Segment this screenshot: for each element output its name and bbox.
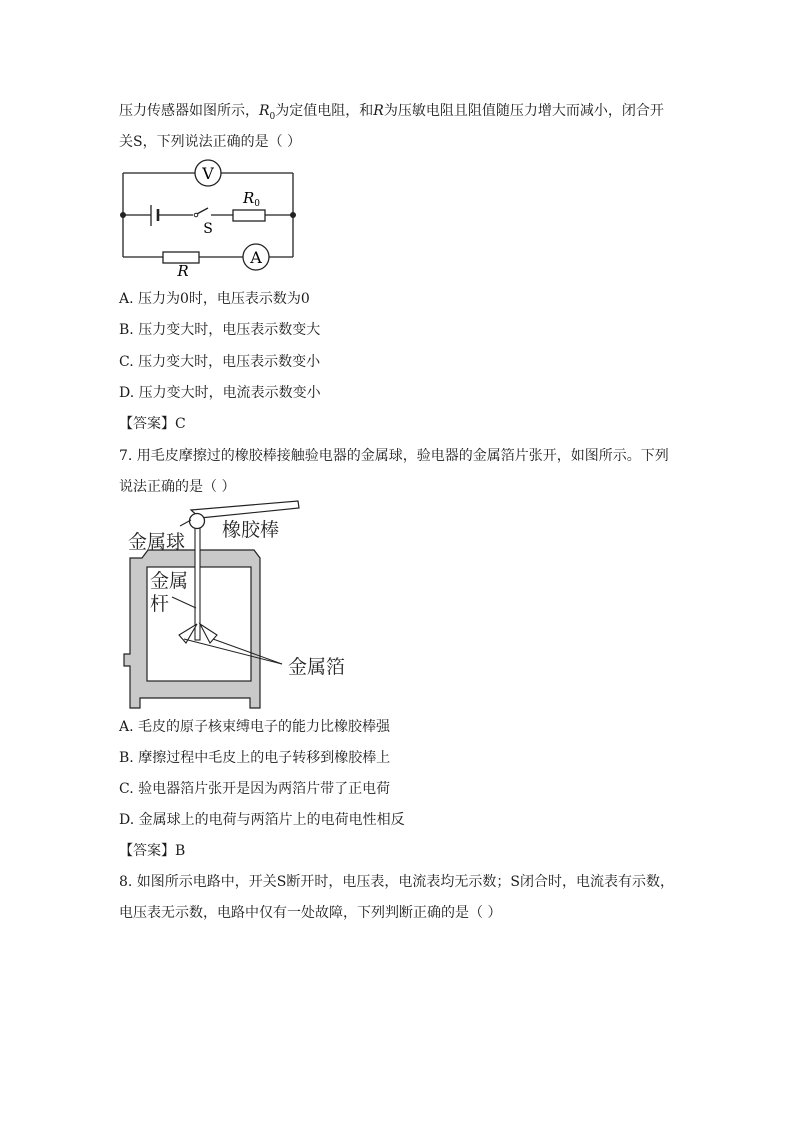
voltmeter-label: V xyxy=(202,164,214,183)
q6-answer: 【答案】C xyxy=(119,416,186,432)
q7-option-d: D. 金属球上的电荷与两箔片上的电荷电性相反 xyxy=(119,812,405,828)
q7-electroscope-figure xyxy=(120,498,360,708)
q6-circuit-diagram xyxy=(115,160,315,280)
q6-stem-line1 xyxy=(119,101,664,127)
r0-symbol: R xyxy=(259,103,270,119)
label-metal-foil: 金属箔 xyxy=(288,656,346,678)
junction-dot-left xyxy=(120,212,126,218)
label-rubber-rod: 橡胶棒 xyxy=(222,519,280,541)
q6-stem-part-c: 为压敏电阻且阻值随压力增大而减小，闭合开 xyxy=(383,103,664,119)
r0-label-letter: R xyxy=(243,189,255,207)
metal-ball xyxy=(190,514,205,529)
q7-stem-line1: 7. 用毛皮摩擦过的橡胶棒接触验电器的金属球，验电器的金属箔片张开，如图所示。下列 xyxy=(119,448,669,464)
q7-stem-line2: 说法正确的是（ ） xyxy=(119,479,236,495)
q8-stem-line1: 8. 如图所示电路中，开关S断开时，电压表，电流表均无示数；S闭合时，电流表有示数， xyxy=(119,874,674,890)
q6-option-d: D. 压力变大时，电流表示数变小 xyxy=(119,385,321,401)
resistor-r0 xyxy=(233,210,265,221)
q7-option-c: C. 验电器箔片张开是因为两箔片带了正电荷 xyxy=(119,781,391,797)
rubber-rod xyxy=(191,501,299,518)
q8-stem-line2: 电压表无示数，电路中仅有一处故障，下列判断正确的是（ ） xyxy=(119,905,502,921)
junction-dot-right xyxy=(290,212,296,218)
q6-option-b: B. 压力变大时，电压表示数变大 xyxy=(119,322,321,338)
switch-contact xyxy=(194,213,198,217)
q6-stem-part-b: 为定值电阻，和 xyxy=(275,103,374,119)
q6-stem-line2: 关S，下列说法正确的是（ ） xyxy=(119,134,302,150)
q6-option-c: C. 压力变大时，电压表示数变小 xyxy=(119,354,321,370)
r-label: R xyxy=(177,262,189,280)
switch-label: S xyxy=(203,221,213,237)
label-metal-rod-line2: 杆 xyxy=(150,593,170,615)
label-metal-rod-line1: 金属 xyxy=(150,570,189,592)
r-symbol: R xyxy=(373,103,384,119)
ammeter-label: A xyxy=(250,248,262,267)
q7-answer: 【答案】B xyxy=(119,843,186,859)
q6-stem-part-a: 压力传感器如图所示， xyxy=(119,103,259,119)
q7-option-a: A. 毛皮的原子核束缚电子的能力比橡胶棒强 xyxy=(119,719,391,735)
label-metal-ball: 金属球 xyxy=(128,531,186,553)
r0-label xyxy=(242,189,260,209)
q7-option-b: B. 摩擦过程中毛皮上的电子转移到橡胶棒上 xyxy=(119,750,391,766)
r0-subscript: 0 xyxy=(269,111,276,122)
r0-label-sub: 0 xyxy=(254,199,261,209)
q6-option-a: A. 压力为0时，电压表示数为0 xyxy=(119,291,310,307)
